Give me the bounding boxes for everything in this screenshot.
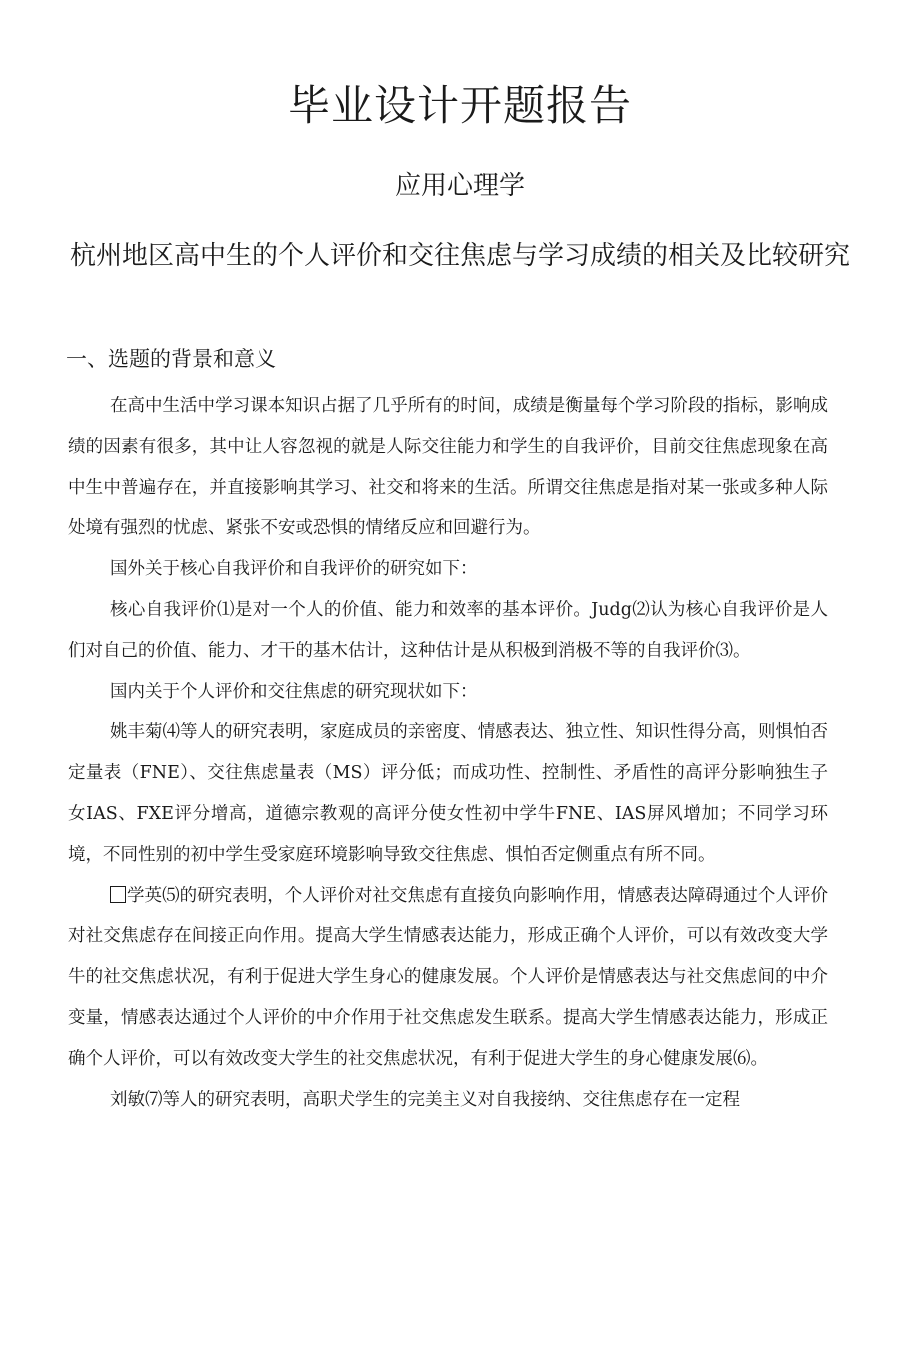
paragraph-domestic-intro: 国内关于个人评价和交往焦虑的研究现状如下： [110,681,478,702]
missing-glyph-icon [110,886,126,903]
paragraph-xueying [68,876,828,1080]
paragraph-liu: 刘敏⑺等人的研究表明，高职犬学生的完美主义对自我接纳、交往焦虑存在一定程 [110,1089,740,1110]
body-text [68,386,828,1120]
paragraph-background: 在高中生活中学习课本知识占据了几乎所有的时间，成绩是衡量每个学习阶段的指标，影响成绩的因素有很多，其中让人容忽视的就是人际交往能力和学生的自我评价，目前交往焦虑现象在高中生中普遍存在，并直接影响其学习、社交和将来的生活。所谓交往焦虑是指对某一张或多种人际处境有强烈的忧虑、紧张不安或恐惧的情绪反应和回避行为。 [68,396,828,539]
report-title: 毕业设计开题报告 [287,81,632,130]
section-heading: 一、选题的背景和意义 [66,347,276,371]
paragraph-yao: 姚丰菊⑷等人的研究表明，家庭成员的亲密度、情感表达、独立性、知识性得分高，则惧怕否定量表（FNE）、交往焦虑量表（MS）评分低；而成功性、控制性、矛盾性的高评分影响独生子女IAS、FXE评分增高，道德宗教观的高评分使女性初中学牛FNE、IAS屏风增加；不同学习环境，不同性别的初中学生受家庭环境影响导致交往焦虑、惧怕否定侧重点有所不同。 [68,722,828,865]
paragraph-xueying-text: 学英⑸的研究表明，个人评价对社交焦虑有直接负向影响作用，情感表达障碍通过个人评价对社交焦虑存在间接正向作用。提高大学生情感表达能力，形成正确个人评价，可以有效改变大学牛的社交焦虑状况，有利于促进大学生身心的健康发展。个人评价是情感表达与社交焦虑间的中介变量，情感表达通过个人评价的中介作用于社交焦虑发生联系。提高大学生情感表达能力，形成正确个人评价，可以有效改变大学生的社交焦虑状况，有利于促进大学生的身心健康发展⑹。 [68,885,828,1069]
major-name: 应用心理学 [394,171,525,201]
paragraph-core-self-evaluation: 核心自我评价⑴是对一个人的价值、能力和效率的基本评价。Judg⑵认为核心自我评价是人们对自己的价值、能力、才干的基木估计，这种估计是从积极到消极不等的自我评价⑶。 [68,599,828,661]
paragraph-foreign-intro: 国外关于核心自我评价和自我评价的研究如下： [110,559,478,580]
thesis-topic: 杭州地区高中生的个人评价和交往焦虑与学习成绩的相关及比较研究 [69,241,850,271]
